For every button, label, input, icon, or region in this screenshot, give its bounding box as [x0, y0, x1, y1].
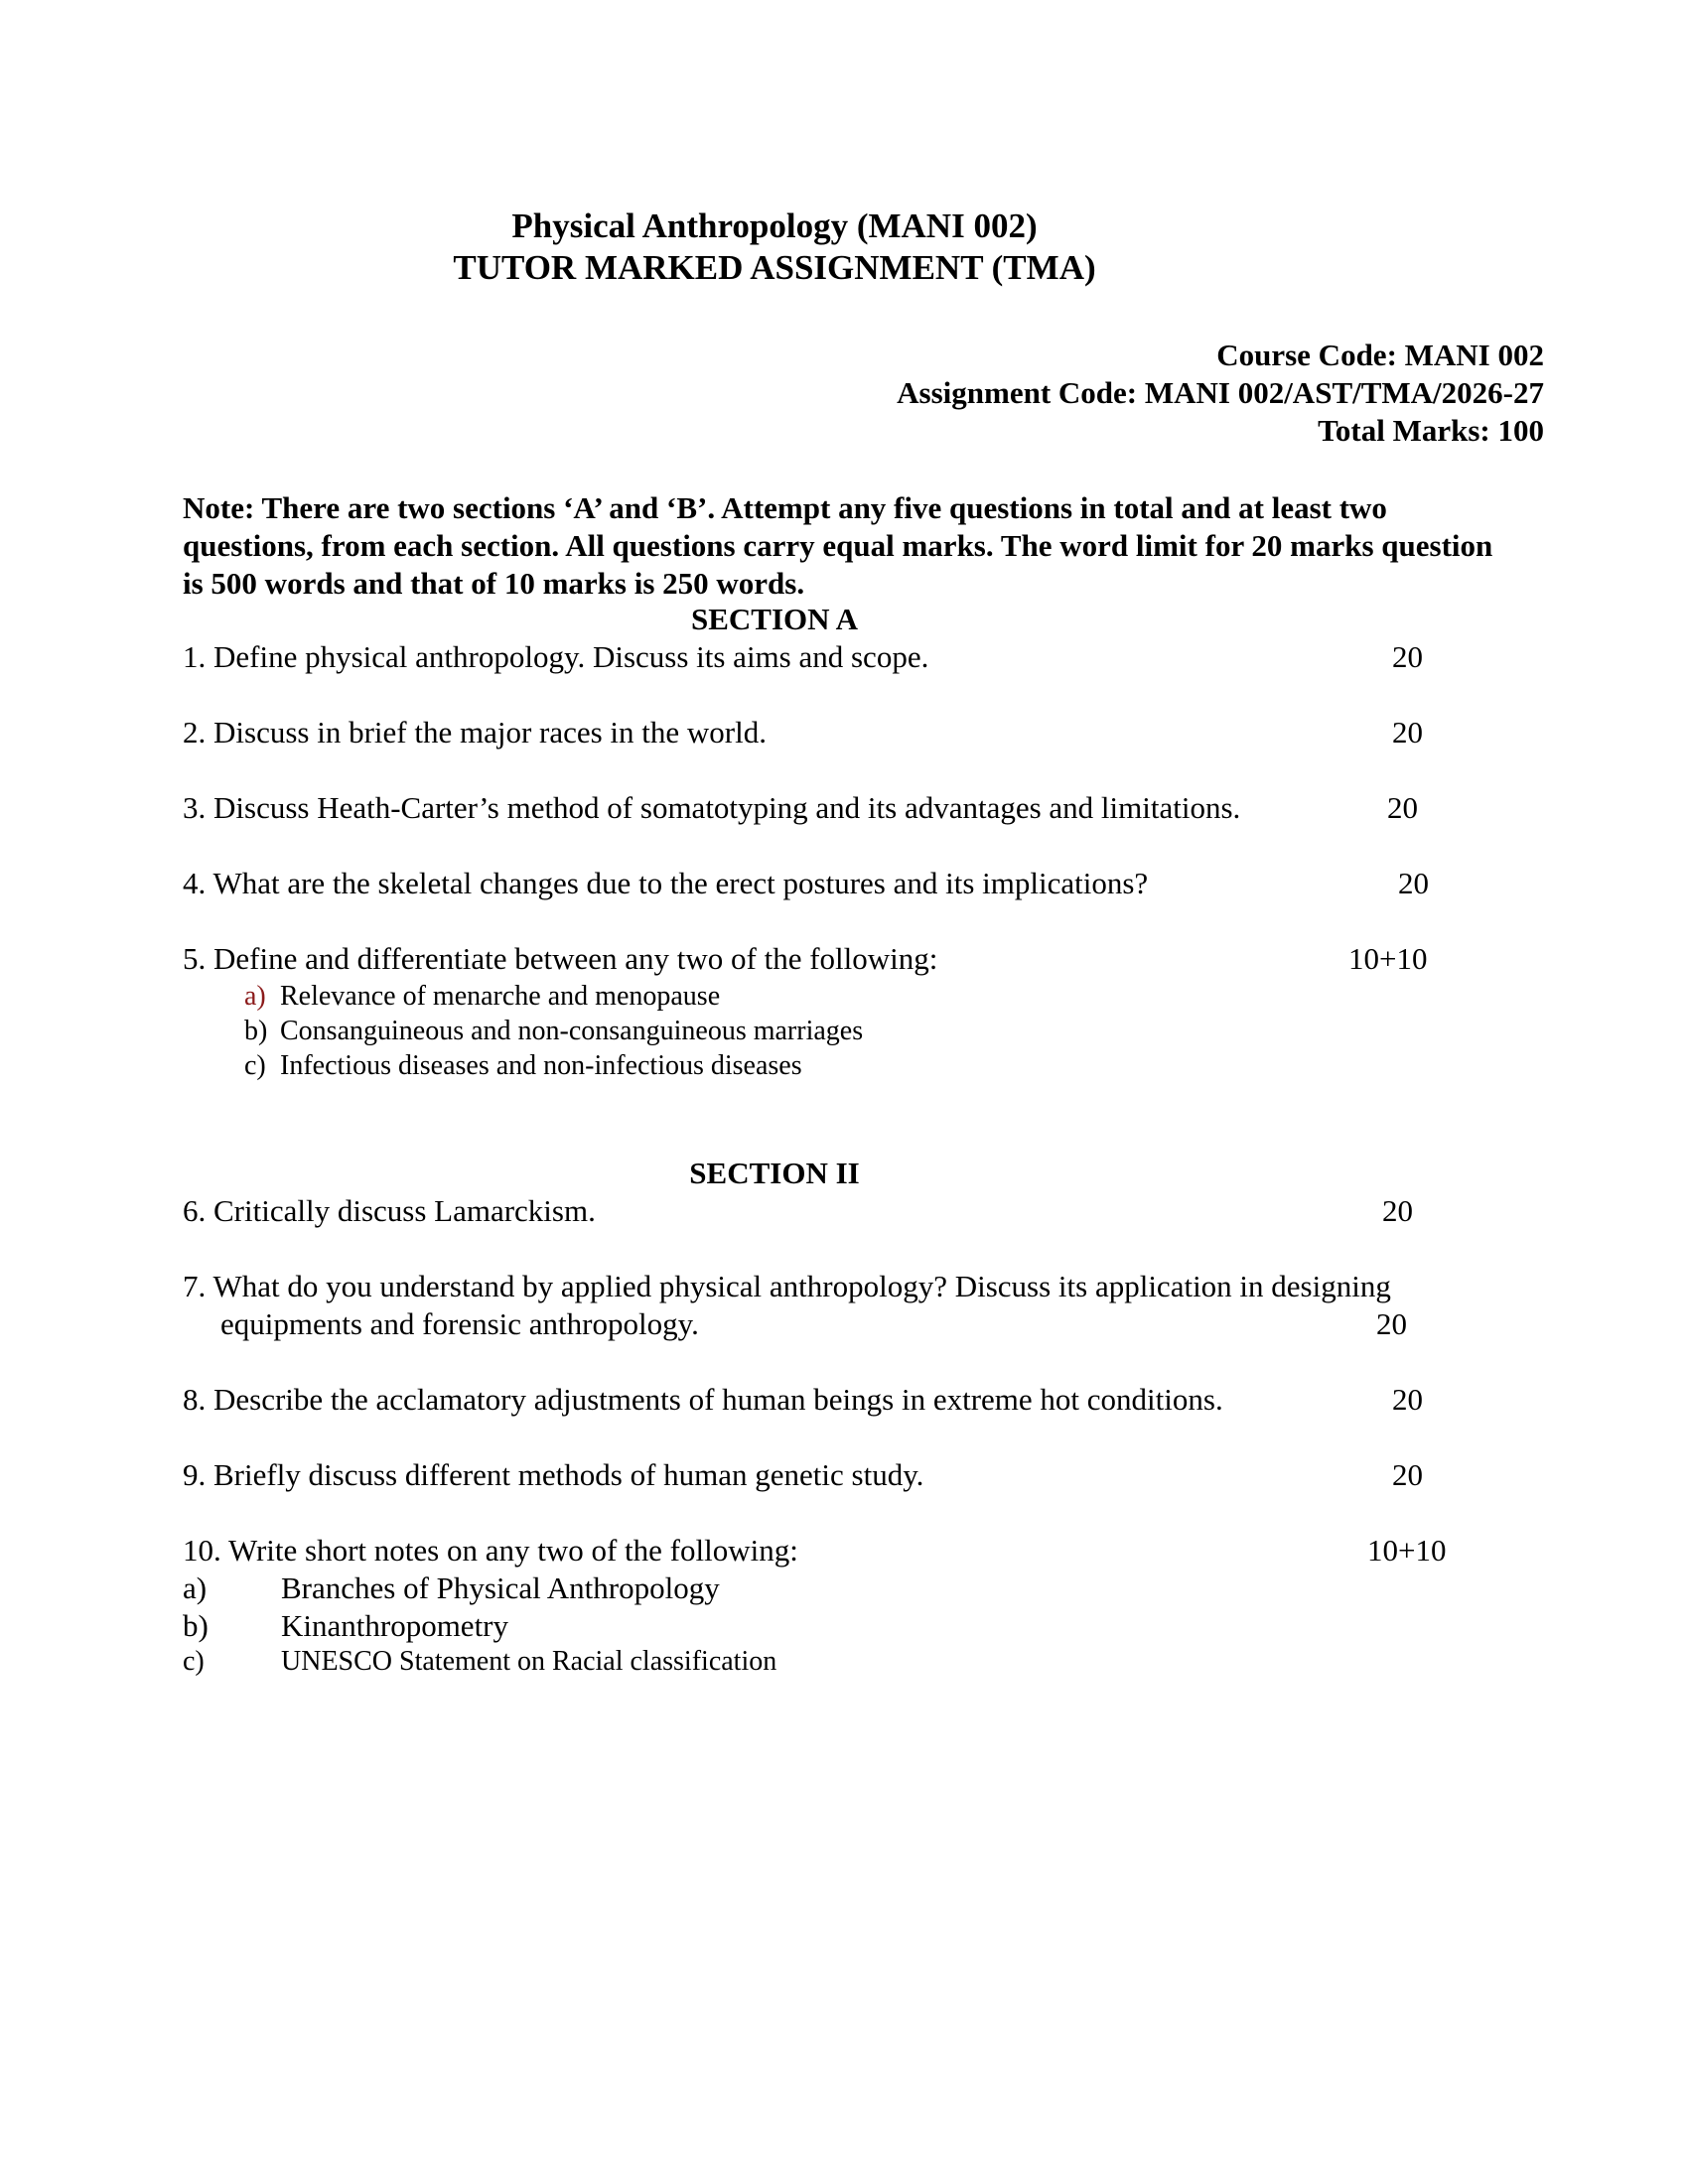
section-a-heading: SECTION A — [691, 602, 858, 636]
section-b-heading: SECTION II — [689, 1156, 860, 1190]
question-2: 2. Discuss in brief the major races in the world. — [183, 715, 767, 750]
question-10: 10. Write short notes on any two of the following: — [183, 1533, 798, 1568]
question-10-item-c-text: UNESCO Statement on Racial classification — [281, 1646, 777, 1677]
question-10-item-c-label: c) — [183, 1646, 205, 1677]
total-marks: Total Marks: 100 — [1318, 413, 1544, 448]
question-3: 3. Discuss Heath-Carter’s method of somatotyping and its advantages and limitations. — [183, 790, 1241, 825]
question-5-item-a — [244, 981, 720, 1013]
course-code: Course Code: MANI 002 — [1216, 338, 1544, 372]
question-6: 6. Critically discuss Lamarckism. — [183, 1193, 596, 1228]
item-label: b) — [244, 1016, 268, 1046]
question-8-marks: 20 — [1392, 1382, 1423, 1417]
question-10-item-b-text: Kinanthropometry — [281, 1608, 509, 1643]
question-1-marks: 20 — [1392, 639, 1423, 674]
question-9-marks: 20 — [1392, 1457, 1423, 1492]
question-10-marks: 10+10 — [1367, 1533, 1447, 1568]
question-10-item-b-label: b) — [183, 1608, 209, 1643]
question-5-marks: 10+10 — [1348, 941, 1428, 976]
question-7: 7. What do you understand by applied physical anthropology? Discuss its application in designing — [183, 1269, 1391, 1303]
question-4-marks: 20 — [1398, 866, 1429, 900]
item-label: a) — [244, 981, 266, 1012]
item-text: Consanguineous and non-consanguineous marriages — [280, 1016, 864, 1046]
question-4: 4. What are the skeletal changes due to the erect postures and its implications? — [183, 866, 1149, 900]
document-title: Physical Anthropology (MANI 002) — [511, 206, 1038, 245]
question-7-continued: equipments and forensic anthropology. — [220, 1306, 699, 1341]
question-10-item-a-label: a) — [183, 1570, 208, 1605]
item-text: Infectious diseases and non-infectious diseases — [280, 1050, 802, 1081]
item-label: c) — [244, 1050, 266, 1081]
question-9: 9. Briefly discuss different methods of human genetic study. — [183, 1457, 924, 1492]
question-5-item-b — [244, 1016, 863, 1047]
question-2-marks: 20 — [1392, 715, 1423, 750]
question-3-marks: 20 — [1387, 790, 1418, 825]
instructions-note: Note: There are two sections ‘A’ and ‘B’. Attempt any five questions in total and at least two questions, from each section. All questions carry equal marks. The word limit for 20 marks question is 500 words and that of 10 marks is 250 words. — [183, 490, 1493, 601]
question-5-item-c — [244, 1050, 802, 1082]
question-10-item-a-text: Branches of Physical Anthropology — [281, 1570, 720, 1605]
question-7-marks: 20 — [1376, 1306, 1407, 1341]
question-6-marks: 20 — [1382, 1193, 1413, 1228]
question-1: 1. Define physical anthropology. Discuss its aims and scope. — [183, 639, 929, 674]
document-subtitle: TUTOR MARKED ASSIGNMENT (TMA) — [453, 248, 1096, 287]
item-text: Relevance of menarche and menopause — [280, 981, 721, 1012]
question-5: 5. Define and differentiate between any two of the following: — [183, 941, 938, 976]
question-8: 8. Describe the acclamatory adjustments of human beings in extreme hot conditions. — [183, 1382, 1223, 1417]
assignment-code: Assignment Code: MANI 002/AST/TMA/2026-27 — [897, 375, 1544, 410]
